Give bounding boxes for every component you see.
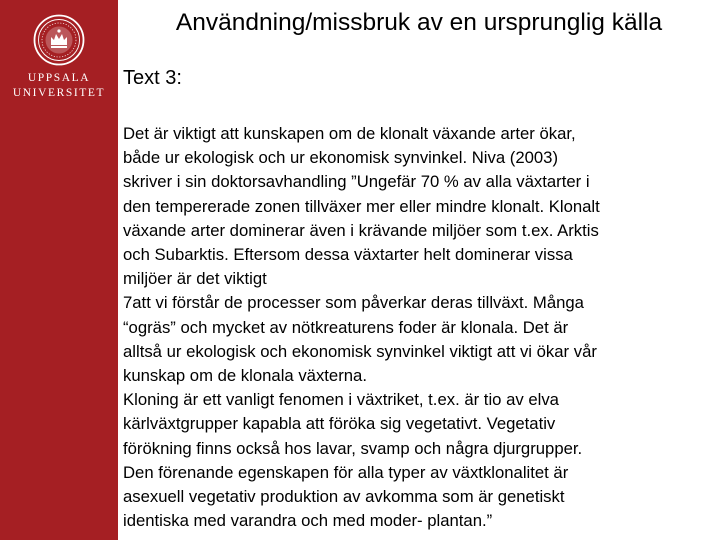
text-line: och Subarktis. Eftersom dessa växtarter helt dominerar vissa xyxy=(123,245,573,265)
text-line: asexuell vegetativ produktion av avkomma som är genetiskt xyxy=(123,487,565,507)
university-sidebar xyxy=(0,0,118,540)
text-line: Den förenande egenskapen för alla typer av växtklonalitet är xyxy=(123,462,569,482)
text-line: skriver i sin doktorsavhandling ”Ungefär 70 % av alla växtarter i xyxy=(123,172,590,192)
slide-subtitle: Text 3: xyxy=(123,67,182,89)
text-line: identiska med varandra och med moder- plantan.” xyxy=(123,511,493,531)
university-seal-icon xyxy=(33,14,85,66)
text-line: miljöer är det viktigt xyxy=(123,269,267,289)
university-name-line1: UPPSALA xyxy=(27,72,91,84)
quoted-text-body xyxy=(123,122,715,533)
text-line: Det är viktigt att kunskapen om de klonalt växande arter ökar, xyxy=(123,124,576,143)
text-line: den tempererade zonen tillväxer mer eller mindre klonalt. Klonalt xyxy=(123,196,600,216)
text-line: “ogräs” och mycket av nötkreaturens foder är klonala. Det är xyxy=(123,317,569,337)
text-line: 7att vi förstår de processer som påverkar deras tillväxt. Många xyxy=(123,293,584,313)
text-line: förökning finns också hos lavar, svamp och några djurgrupper. xyxy=(123,438,583,458)
slide-title: Användning/missbruk av en ursprunglig källa xyxy=(175,9,663,36)
text-line: växande arter dominerar även i krävande miljöer som t.ex. Arktis xyxy=(123,220,599,240)
text-line: kunskap om de klonala växterna. xyxy=(123,366,367,386)
text-line: Kloning är ett vanligt fenomen i växtriket, t.ex. är tio av elva xyxy=(123,390,559,410)
university-name-line2: UNIVERSITET xyxy=(12,87,106,99)
text-line: både ur ekologisk och ur ekonomisk synvinkel. Niva (2003) xyxy=(123,148,559,168)
text-line: kärlväxtgrupper kapabla att föröka sig vegetativt. Vegetativ xyxy=(123,414,556,434)
text-line: alltså ur ekologisk och ekonomisk synvinkel viktigt att vi ökar vår xyxy=(123,341,597,361)
